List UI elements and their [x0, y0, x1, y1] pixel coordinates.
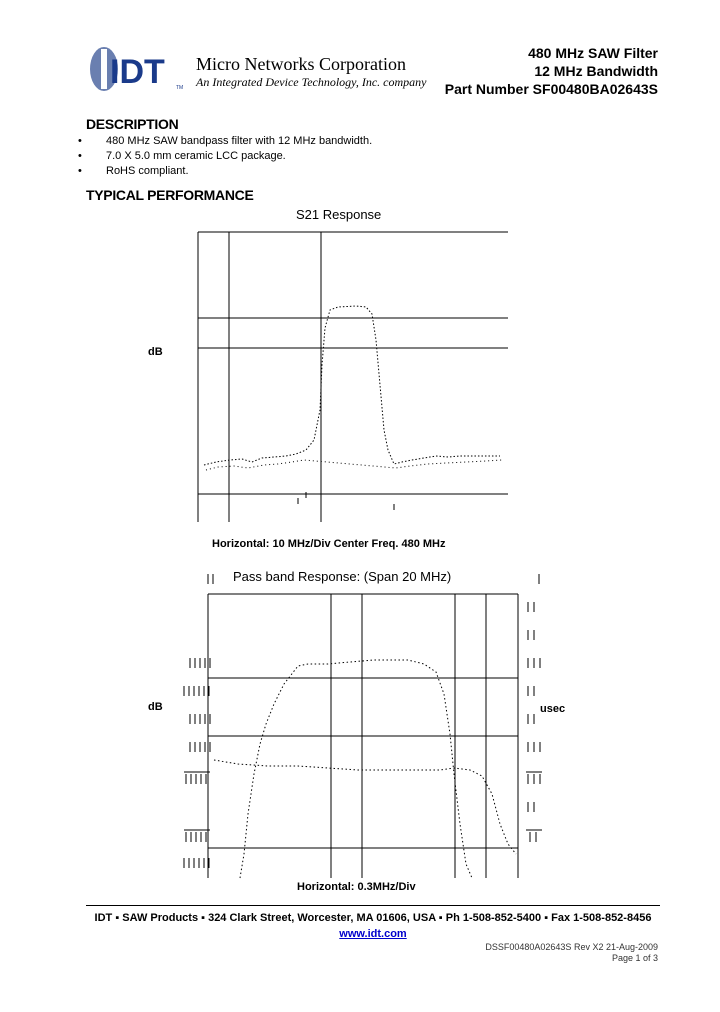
s21-ylabel: dB [148, 346, 163, 358]
s21-response-trace [204, 306, 500, 465]
description-item: • RoHS compliant. [78, 164, 372, 179]
passband-left-ticks [184, 574, 213, 868]
s21-chart-title: S21 Response [296, 207, 382, 222]
s21-chart [196, 230, 510, 524]
passband-ylabel-right: usec [540, 703, 566, 715]
passband-right-ticks [526, 574, 542, 842]
document-meta [485, 942, 658, 964]
footer-website-link[interactable]: www.idt.com [339, 928, 407, 940]
description-item: • 480 MHz SAW bandpass filter with 12 MHz bandwidth. [78, 134, 372, 149]
idt-logo-graphic [88, 45, 188, 93]
document-number: DSSF00480A02643S Rev X2 21-Aug-2009 [485, 942, 658, 952]
header-product: 480 MHz SAW Filter [528, 45, 658, 61]
passband-delay-trace [214, 760, 516, 854]
s21-noise-trace [206, 460, 502, 470]
passband-amplitude-trace [240, 660, 472, 878]
passband-ylabel-left: dB [148, 701, 163, 713]
description-heading: DESCRIPTION [86, 116, 179, 132]
description-item: • 7.0 X 5.0 mm ceramic LCC package. [78, 149, 372, 164]
performance-heading: TYPICAL PERFORMANCE [86, 187, 254, 203]
footer-contact: IDT ▪ SAW Products ▪ 324 Clark Street, Worcester, MA 01606, USA ▪ Ph 1-508-852-5400 ▪ Fax 1-508-852-8456 [94, 912, 652, 924]
passband-chart-title: Pass band Response: (Span 20 MHz) [233, 569, 452, 584]
passband-caption: Horizontal: 0.3MHz/Div [297, 881, 416, 893]
company-tagline: An Integrated Device Technology, Inc. company [196, 75, 427, 89]
idt-logo [88, 45, 188, 93]
page-number: Page 1 of 3 [611, 953, 658, 963]
logo-text: IDT [110, 53, 165, 91]
passband-chart [178, 574, 550, 880]
s21-caption: Horizontal: 10 MHz/Div Center Freq. 480 MHz [212, 538, 446, 550]
header-part-number: Part Number SF00480BA02643S [444, 81, 658, 97]
header-bandwidth: 12 MHz Bandwidth [534, 63, 658, 79]
company-name: Micro Networks Corporation [196, 54, 406, 74]
description-list [78, 134, 372, 179]
footer-divider [86, 905, 660, 906]
logo-tm: TM [176, 85, 184, 91]
